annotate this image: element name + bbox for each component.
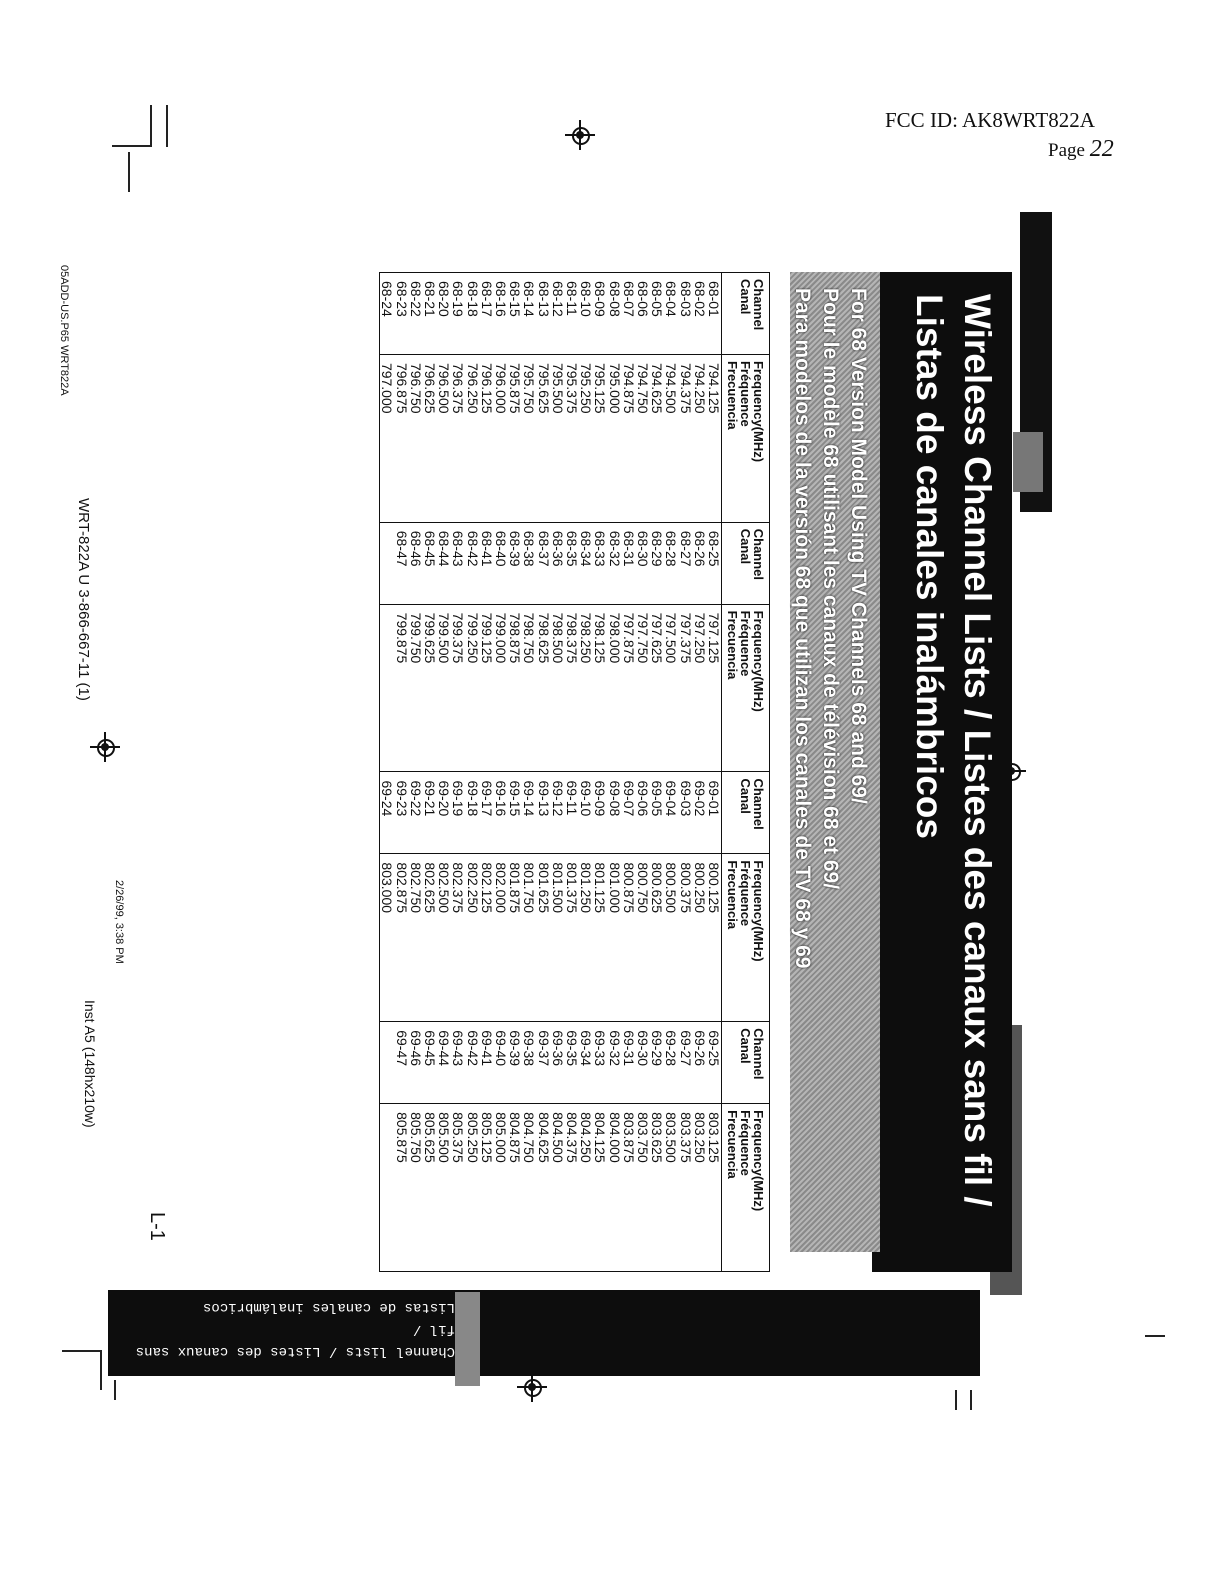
registration-target-icon — [565, 120, 595, 150]
frequency-cell: 799.125 — [480, 604, 494, 772]
channel-cell: 69-22 — [409, 772, 423, 854]
col-header-frequency — [722, 604, 770, 772]
frequency-cell: 804.500 — [551, 1104, 565, 1272]
page-title-line1: Wireless Channel Lists / Listes des canaux sans fil / — [957, 294, 998, 1207]
crop-mark — [112, 145, 152, 147]
frequency-cell: 802.125 — [480, 854, 494, 1022]
frequency-cell: 798.875 — [508, 604, 522, 772]
frequency-cell: 798.125 — [593, 604, 607, 772]
channel-cell: 69-30 — [636, 1022, 650, 1104]
crop-mark — [1145, 1335, 1165, 1337]
frequency-cell: 795.625 — [536, 354, 550, 522]
frequency-cell: 794.625 — [650, 354, 664, 522]
col-header-channel-text: Channel Canal — [738, 528, 766, 581]
frequency-cell: 795.875 — [508, 354, 522, 522]
channel-cell: 68-31 — [622, 522, 636, 604]
col-header-frequency-text: Frequency(MHz) Fréquence Frecuencia — [725, 1110, 766, 1212]
frequency-cell: 799.875 — [394, 604, 408, 772]
table-row — [536, 273, 550, 1272]
channel-cell: 68-43 — [451, 522, 465, 604]
channel-cell: 68-01 — [707, 273, 722, 355]
frequency-cell: 795.125 — [593, 354, 607, 522]
frequency-cell: 796.500 — [437, 354, 451, 522]
table-row — [636, 273, 650, 1272]
channel-cell: 68-05 — [650, 273, 664, 355]
channel-cell: 69-09 — [593, 772, 607, 854]
channel-cell: 68-35 — [565, 522, 579, 604]
table-row — [593, 273, 607, 1272]
channel-cell: 69-40 — [494, 1022, 508, 1104]
frequency-cell: 802.250 — [465, 854, 479, 1022]
channel-cell: 69-24 — [380, 772, 395, 854]
channel-cell: 69-08 — [607, 772, 621, 854]
table-row — [693, 273, 707, 1272]
crop-mark — [100, 1350, 102, 1390]
channel-cell: 68-36 — [551, 522, 565, 604]
frequency-cell: 800.750 — [636, 854, 650, 1022]
table-row — [423, 273, 437, 1272]
channel-cell: 69-41 — [480, 1022, 494, 1104]
channel-cell: 68-10 — [579, 273, 593, 355]
channel-cell: 69-46 — [409, 1022, 423, 1104]
page-title-line2: Listas de canales inalámbricos — [909, 294, 950, 839]
channel-cell: 69-07 — [622, 772, 636, 854]
channel-cell: 68-27 — [678, 522, 692, 604]
channel-cell: 68-23 — [394, 273, 408, 355]
channel-cell: 68-19 — [451, 273, 465, 355]
table-row — [465, 273, 479, 1272]
crop-mark — [150, 105, 152, 147]
channel-cell: 69-38 — [522, 1022, 536, 1104]
channel-cell: 68-44 — [437, 522, 451, 604]
frequency-cell: 801.250 — [579, 854, 593, 1022]
subtitle-line3: Para modelos de la versión 68 que utilizan los canales de TV 68 y 69 — [791, 288, 814, 969]
frequency-cell: 799.750 — [409, 604, 423, 772]
channel-cell: 68-02 — [693, 273, 707, 355]
frequency-cell: 797.125 — [707, 604, 722, 772]
channel-cell: 68-04 — [664, 273, 678, 355]
frequency-cell: 800.375 — [678, 854, 692, 1022]
table-row — [522, 273, 536, 1272]
frequency-cell: 795.000 — [607, 354, 621, 522]
frequency-cell: 795.500 — [551, 354, 565, 522]
frequency-cell: 804.875 — [508, 1104, 522, 1272]
channel-cell: 68-40 — [494, 522, 508, 604]
frequency-cell: 797.375 — [678, 604, 692, 772]
frequency-cell: 803.000 — [380, 854, 395, 1022]
frequency-cell: 804.000 — [607, 1104, 621, 1272]
frequency-cell: 805.375 — [451, 1104, 465, 1272]
channel-cell: 69-28 — [664, 1022, 678, 1104]
channel-cell: 68-13 — [536, 273, 550, 355]
frequency-cell: 794.500 — [664, 354, 678, 522]
channel-cell: 69-26 — [693, 1022, 707, 1104]
frequency-cell: 805.125 — [480, 1104, 494, 1272]
crop-mark — [955, 1390, 957, 1410]
channel-cell: 68-17 — [480, 273, 494, 355]
channel-cell: 69-19 — [451, 772, 465, 854]
channel-cell: 68-25 — [707, 522, 722, 604]
table-row — [678, 273, 692, 1272]
title-banner — [872, 272, 1012, 1272]
frequency-cell: 796.625 — [423, 354, 437, 522]
channel-cell: 68-37 — [536, 522, 550, 604]
frequency-cell: 803.875 — [622, 1104, 636, 1272]
channel-cell: 68-46 — [409, 522, 423, 604]
frequency-cell: 801.000 — [607, 854, 621, 1022]
frequency-cell: 802.000 — [494, 854, 508, 1022]
frequency-cell: 795.375 — [565, 354, 579, 522]
channel-cell: 69-39 — [508, 1022, 522, 1104]
channel-cell: 68-09 — [593, 273, 607, 355]
rotated-content — [212, 272, 1012, 1272]
channel-cell: 69-10 — [579, 772, 593, 854]
channel-cell: 69-17 — [480, 772, 494, 854]
col-header-frequency-text: Frequency(MHz) Fréquence Frecuencia — [725, 360, 766, 463]
channel-cell: 69-44 — [437, 1022, 451, 1104]
frequency-cell: 804.375 — [565, 1104, 579, 1272]
frequency-cell: 798.250 — [579, 604, 593, 772]
frequency-cell: 797.875 — [622, 604, 636, 772]
frequency-cell: 794.875 — [622, 354, 636, 522]
frequency-cell: 794.125 — [707, 354, 722, 522]
channel-cell: 69-47 — [394, 1022, 408, 1104]
color-bar — [1013, 432, 1043, 492]
channel-cell: 69-15 — [508, 772, 522, 854]
col-header-channel — [722, 273, 770, 355]
channel-cell: 69-35 — [565, 1022, 579, 1104]
frequency-cell: 799.500 — [437, 604, 451, 772]
channel-cell: 68-21 — [423, 273, 437, 355]
channel-cell: 69-34 — [579, 1022, 593, 1104]
frequency-cell: 803.250 — [693, 1104, 707, 1272]
channel-cell: 69-43 — [451, 1022, 465, 1104]
frequency-cell: 799.375 — [451, 604, 465, 772]
table-row — [409, 273, 423, 1272]
channel-cell: 69-36 — [551, 1022, 565, 1104]
frequency-cell: 805.750 — [409, 1104, 423, 1272]
table-row — [508, 273, 522, 1272]
table-row — [394, 273, 408, 1272]
channel-cell: 68-32 — [607, 522, 621, 604]
frequency-cell — [380, 604, 395, 772]
table-row — [380, 273, 395, 1272]
frequency-cell: 796.000 — [494, 354, 508, 522]
col-header-frequency-text: Frequency(MHz) Fréquence Frecuencia — [725, 860, 766, 962]
frequency-cell: 803.625 — [650, 1104, 664, 1272]
subtitle-line2: Pour le modèle 68 utilisant les canaux de télévision 68 et 69/ — [819, 288, 842, 890]
channel-cell: 69-27 — [678, 1022, 692, 1104]
channel-cell: 68-12 — [551, 273, 565, 355]
frequency-cell: 797.625 — [650, 604, 664, 772]
page-number — [1048, 136, 1114, 163]
frequency-cell: 803.750 — [636, 1104, 650, 1272]
frequency-cell: 797.750 — [636, 604, 650, 772]
channel-cell: 68-18 — [465, 273, 479, 355]
crop-mark — [114, 1380, 116, 1400]
col-header-frequency-text: Frequency(MHz) Fréquence Frecuencia — [725, 610, 766, 712]
frequency-cell: 801.125 — [593, 854, 607, 1022]
channel-cell — [380, 522, 395, 604]
channel-cell: 69-21 — [423, 772, 437, 854]
channel-cell: 68-24 — [380, 273, 395, 355]
frequency-cell: 805.625 — [423, 1104, 437, 1272]
frequency-cell: 799.000 — [494, 604, 508, 772]
table-row — [707, 273, 722, 1272]
frequency-cell: 796.125 — [480, 354, 494, 522]
frequency-cell: 803.500 — [664, 1104, 678, 1272]
doc-code: WRT-822A U 3-866-667-11 (1) — [75, 498, 92, 701]
channel-cell — [380, 1022, 395, 1104]
frequency-cell: 798.750 — [522, 604, 536, 772]
channel-cell: 68-42 — [465, 522, 479, 604]
frequency-cell: 800.125 — [707, 854, 722, 1022]
frequency-cell: 800.625 — [650, 854, 664, 1022]
frequency-cell: 797.000 — [380, 354, 395, 522]
channel-cell: 68-11 — [565, 273, 579, 355]
channel-cell: 68-47 — [394, 522, 408, 604]
channel-cell: 69-05 — [650, 772, 664, 854]
frequency-cell: 804.250 — [579, 1104, 593, 1272]
frequency-cell: 804.750 — [522, 1104, 536, 1272]
frequency-cell: 800.250 — [693, 854, 707, 1022]
crop-mark — [970, 1390, 972, 1410]
channel-cell: 68-33 — [593, 522, 607, 604]
channel-cell: 69-23 — [394, 772, 408, 854]
table-row — [650, 273, 664, 1272]
frequency-cell: 802.875 — [394, 854, 408, 1022]
channel-cell: 69-25 — [707, 1022, 722, 1104]
channel-cell: 69-04 — [664, 772, 678, 854]
col-header-frequency — [722, 354, 770, 522]
channel-cell: 68-28 — [664, 522, 678, 604]
frequency-cell: 798.625 — [536, 604, 550, 772]
frequency-cell: 801.750 — [522, 854, 536, 1022]
footer-text — [125, 1296, 455, 1362]
channel-cell: 68-29 — [650, 522, 664, 604]
table-row — [607, 273, 621, 1272]
fcc-id: FCC ID: AK8WRT822A — [885, 108, 1095, 132]
channel-cell: 69-31 — [622, 1022, 636, 1104]
channel-cell: 68-39 — [508, 522, 522, 604]
channel-cell: 69-13 — [536, 772, 550, 854]
frequency-cell: 798.500 — [551, 604, 565, 772]
table-header-row — [722, 273, 770, 1272]
channel-cell: 68-08 — [607, 273, 621, 355]
table-row — [451, 273, 465, 1272]
frequency-cell: 802.375 — [451, 854, 465, 1022]
frequency-cell: 795.750 — [522, 354, 536, 522]
frequency-cell: 805.250 — [465, 1104, 479, 1272]
frequency-cell: 795.250 — [579, 354, 593, 522]
table-row — [579, 273, 593, 1272]
file-note: 05ADD-US.P65 WRT822A — [58, 265, 70, 396]
channel-cell: 68-14 — [522, 273, 536, 355]
crop-mark — [166, 105, 168, 147]
frequency-cell: 796.375 — [451, 354, 465, 522]
channel-cell: 68-15 — [508, 273, 522, 355]
frequency-cell: 800.875 — [622, 854, 636, 1022]
channel-cell: 68-41 — [480, 522, 494, 604]
timestamp: 2/26/99, 3:38 PM — [113, 880, 125, 964]
table-body — [380, 273, 722, 1272]
channel-cell: 68-07 — [622, 273, 636, 355]
page-ref: L-1 — [146, 1212, 168, 1241]
col-header-channel — [722, 1022, 770, 1104]
channel-cell: 69-01 — [707, 772, 722, 854]
channel-cell: 69-11 — [565, 772, 579, 854]
frequency-cell: 796.875 — [394, 354, 408, 522]
channel-cell: 69-16 — [494, 772, 508, 854]
channel-cell: 69-18 — [465, 772, 479, 854]
channel-cell: 69-29 — [650, 1022, 664, 1104]
frequency-cell: 800.500 — [664, 854, 678, 1022]
channel-cell: 68-45 — [423, 522, 437, 604]
frequency-cell: 794.375 — [678, 354, 692, 522]
footer-text-line2: Listas de canales inalámbricos — [202, 1299, 455, 1315]
channel-cell: 68-16 — [494, 273, 508, 355]
registration-target-icon — [90, 732, 120, 762]
frequency-cell: 803.375 — [678, 1104, 692, 1272]
frequency-cell: 802.500 — [437, 854, 451, 1022]
frequency-cell: 805.000 — [494, 1104, 508, 1272]
col-header-channel-text: Channel Canal — [738, 279, 766, 331]
print-size: Inst A5 (148hx210w) — [82, 1000, 98, 1128]
frequency-cell: 797.250 — [693, 604, 707, 772]
table-row — [664, 273, 678, 1272]
col-header-channel-text: Channel Canal — [738, 778, 766, 830]
frequency-cell: 801.500 — [551, 854, 565, 1022]
frequency-cell: 801.625 — [536, 854, 550, 1022]
channel-cell: 69-12 — [551, 772, 565, 854]
frequency-cell: 805.500 — [437, 1104, 451, 1272]
channel-cell: 68-30 — [636, 522, 650, 604]
frequency-cell: 794.750 — [636, 354, 650, 522]
channel-cell: 68-26 — [693, 522, 707, 604]
frequency-cell: 798.000 — [607, 604, 621, 772]
footer-text-line1: Channel lists / Listes des canaux sans fil / — [135, 1321, 455, 1359]
table-row — [494, 273, 508, 1272]
frequency-cell: 794.250 — [693, 354, 707, 522]
channel-cell: 69-32 — [607, 1022, 621, 1104]
registration-target-icon — [517, 1372, 547, 1402]
channel-cell: 69-02 — [693, 772, 707, 854]
frequency-cell: 805.875 — [394, 1104, 408, 1272]
channel-cell: 68-38 — [522, 522, 536, 604]
subtitle-banner — [790, 272, 880, 1252]
frequency-cell: 804.125 — [593, 1104, 607, 1272]
subtitle-line1: For 68 Version Model Using TV Channels 68 and 69/ — [847, 288, 870, 804]
channel-table — [379, 272, 770, 1272]
table-row — [551, 273, 565, 1272]
frequency-cell: 802.750 — [409, 854, 423, 1022]
frequency-cell: 801.875 — [508, 854, 522, 1022]
table-row — [480, 273, 494, 1272]
channel-cell: 68-34 — [579, 522, 593, 604]
footer-tab — [455, 1292, 480, 1386]
channel-cell: 69-20 — [437, 772, 451, 854]
channel-cell: 69-33 — [593, 1022, 607, 1104]
frequency-cell — [380, 1104, 395, 1272]
frequency-cell: 802.625 — [423, 854, 437, 1022]
channel-cell: 69-45 — [423, 1022, 437, 1104]
col-header-channel-text: Channel Canal — [738, 1028, 766, 1080]
crop-mark — [128, 152, 130, 192]
channel-cell: 69-14 — [522, 772, 536, 854]
channel-cell: 69-03 — [678, 772, 692, 854]
frequency-cell: 796.250 — [465, 354, 479, 522]
col-header-channel — [722, 522, 770, 604]
frequency-cell: 801.375 — [565, 854, 579, 1022]
channel-cell: 68-03 — [678, 273, 692, 355]
table-row — [622, 273, 636, 1272]
table-row — [565, 273, 579, 1272]
col-header-frequency — [722, 854, 770, 1022]
frequency-cell: 799.250 — [465, 604, 479, 772]
crop-mark — [62, 1350, 102, 1352]
frequency-cell: 797.500 — [664, 604, 678, 772]
frequency-cell: 799.625 — [423, 604, 437, 772]
channel-cell: 68-20 — [437, 273, 451, 355]
table-row — [437, 273, 451, 1272]
channel-cell: 69-42 — [465, 1022, 479, 1104]
channel-cell: 68-06 — [636, 273, 650, 355]
col-header-frequency — [722, 1104, 770, 1272]
channel-cell: 69-06 — [636, 772, 650, 854]
page-label: Page — [1048, 140, 1085, 161]
frequency-cell: 796.750 — [409, 354, 423, 522]
channel-cell: 68-22 — [409, 273, 423, 355]
col-header-channel — [722, 772, 770, 854]
frequency-cell: 804.625 — [536, 1104, 550, 1272]
page-number-value: 22 — [1089, 136, 1114, 162]
frequency-cell: 798.375 — [565, 604, 579, 772]
channel-cell: 69-37 — [536, 1022, 550, 1104]
frequency-cell: 803.125 — [707, 1104, 722, 1272]
